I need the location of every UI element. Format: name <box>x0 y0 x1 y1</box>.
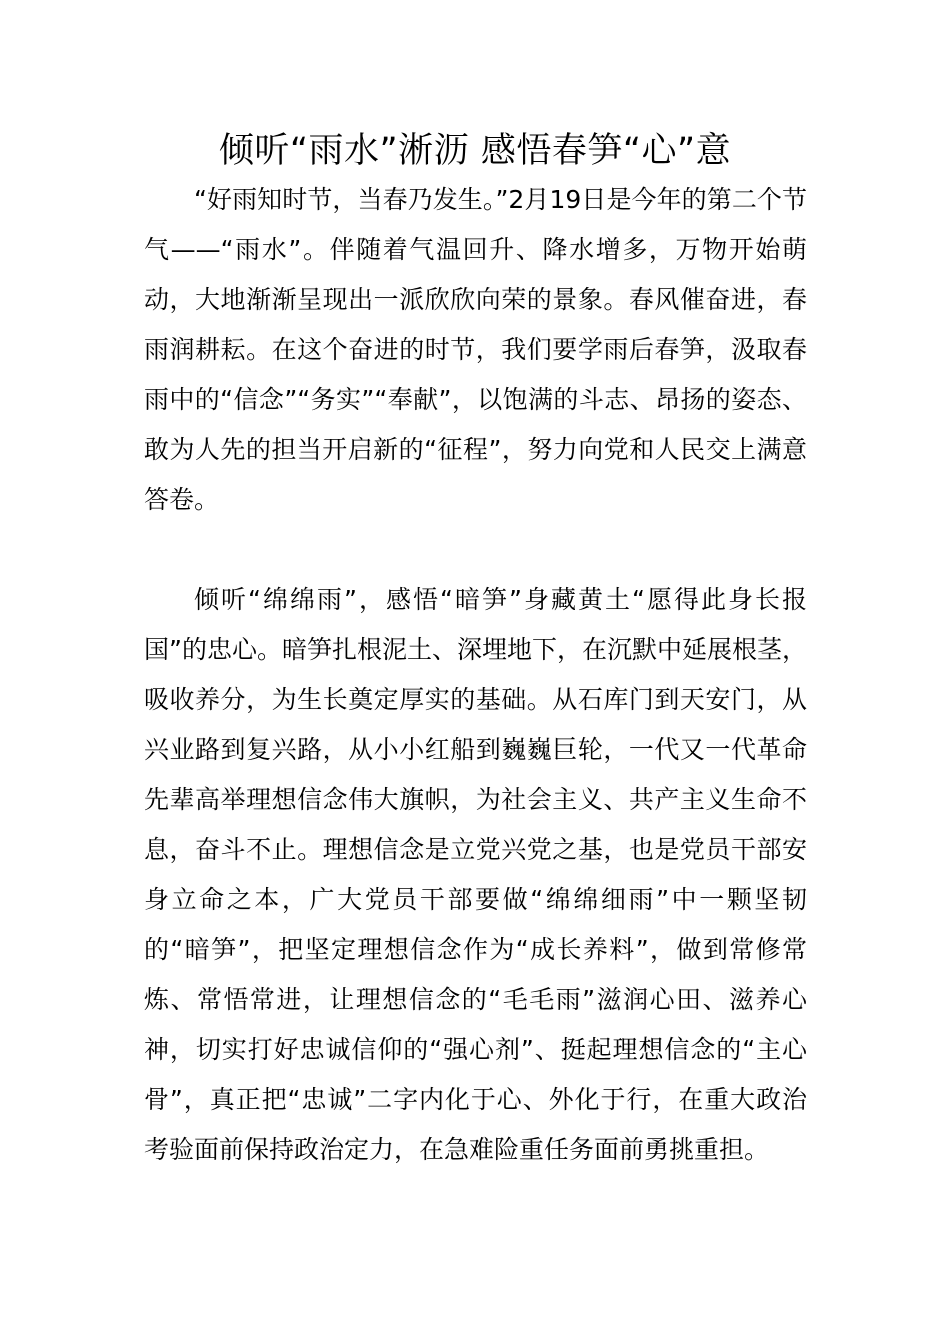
document-title: 倾听“雨水”淅沥 感悟春笋“心”意 <box>218 131 732 171</box>
paragraph-2: 倾听“绵绵雨”，感悟“暗笋”身藏黄土“愿得此身长报国”的忠心。暗笋扎根泥土、深埋地下，在沉默中延展根茎，吸收养分，为生长奠定厚实的基础。从石库门到天安门，从兴业路到复兴路，从小小红船到巍巍巨轮，一代又一代革命先辈高举理想信念伟大旗帜，为社会主义、共产主义生命不息，奋斗不止。理想信念是立党兴党之基，也是党员干部安身立命之本，广大党员干部要做“绵绵细雨”中一颗坚韧的“暗笋”，把坚定理想信念作为“成长养料”，做到常修常炼、常悟常进，让理想信念的“毛毛雨”滋润心田、滋养心神，切实打好忠诚信仰的“强心剂”、挺起理想信念的“主心骨”，真正把“忠诚”二字内化于心、外化于行，在重大政治考验面前保持政治定力，在急难险重任务面前勇挑重担。 <box>144 585 807 1164</box>
paragraph-1: “好雨知时节，当春乃发生。”2月19日是今年的第二个节气——“雨水”。伴随着气温回升、降水增多，万物开始萌动，大地渐渐呈现出一派欣欣向荣的景象。春风催奋进，春雨润耕耘。在这个奋进的时节，我们要学雨后春笋，汲取春雨中的“信念”“务实”“奉献”，以饱满的斗志、昂扬的姿态、敢为人先的担当开启新的“征程”，努力向党和人民交上满意答卷。 <box>144 185 807 514</box>
